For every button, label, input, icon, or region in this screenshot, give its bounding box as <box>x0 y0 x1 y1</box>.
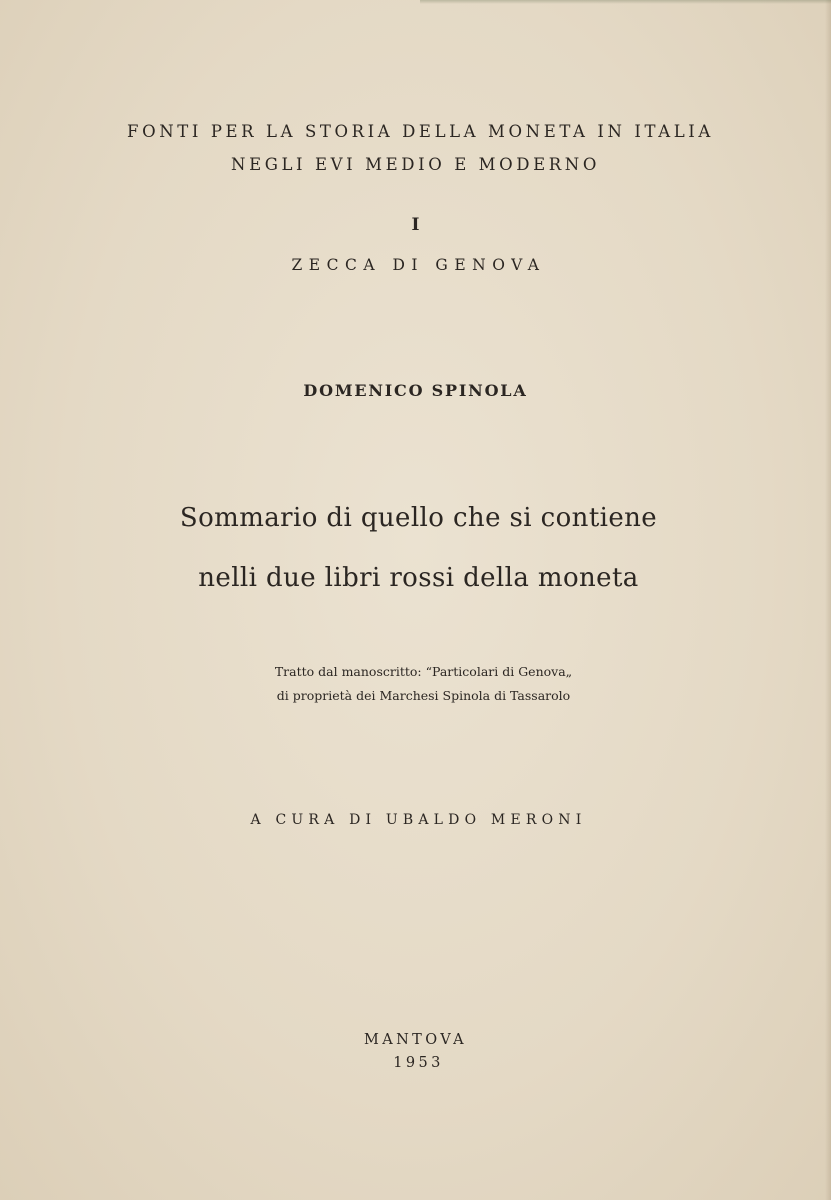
imprint-year: 1953 <box>393 1055 444 1071</box>
source-note-line-1: Tratto dal manoscritto: “Particolari di Genova„ <box>274 664 573 679</box>
page-edge-top <box>420 0 831 4</box>
author-name: DOMENICO SPINOLA <box>303 381 528 400</box>
volume-number: I <box>411 215 420 235</box>
series-title-line-1: FONTI PER LA STORIA DELLA MONETA IN ITALIA <box>127 122 714 141</box>
mint-name: ZECCA DI GENOVA <box>291 256 546 274</box>
imprint-place: MANTOVA <box>363 1032 468 1048</box>
page-edge-right <box>825 0 831 1200</box>
book-title-line-1: Sommario di quello che si contiene <box>179 503 658 533</box>
source-note-line-2: di proprietà dei Marchesi Spinola di Tassarolo <box>276 688 571 703</box>
series-title-line-2: NEGLI EVI MEDIO E MODERNO <box>231 155 600 174</box>
book-title-line-2: nelli due libri rossi della moneta <box>198 563 639 593</box>
editor-credit: A CURA DI UBALDO MERONI <box>250 812 587 828</box>
